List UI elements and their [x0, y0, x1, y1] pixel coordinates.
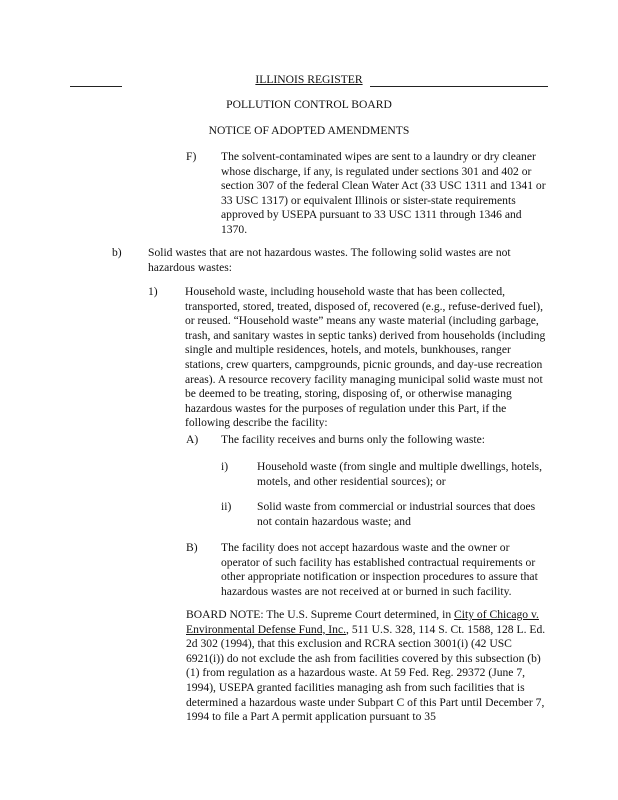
board-title: POLLUTION CONTROL BOARD — [226, 98, 392, 111]
board-note-tail: , 511 U.S. 328, 114 S. Ct. 1588, 128 L. Ed. 2d 302 (1994), that this exclusion and RCRA section 3001(i) (42 USC 6921(i)) do not exclude the ash from facilities covered by this subsection (b)(1) from regulation as a hazardous waste. At 59 Fed. Reg. 29372 (June 7, 1994), USEPA granted facilities managing ash from such facilities that is determined a hazardous waste under Subpart C of this Part until December 7, 1994 to file a Part A permit application pursuant to 35 — [186, 622, 546, 724]
paragraph-A-label: A) — [186, 433, 199, 446]
paragraph-B-text: The facility does not accept hazardous waste and the owner or operator of such facility has established contractual requirements or other appropriate notification or inspection procedures to assure that hazardous wastes are not received at or burned in such facility. — [221, 541, 538, 598]
register-title: ILLINOIS REGISTER — [255, 73, 363, 86]
paragraph-b-text: Solid wastes that are not hazardous wastes. The following solid wastes are not hazardous wastes: — [148, 246, 511, 274]
board-note-text — [186, 608, 550, 725]
paragraph-ii-label: ii) — [221, 500, 232, 513]
paragraph-A-text: The facility receives and burns only the following waste: — [221, 433, 486, 446]
paragraph-B-label: B) — [186, 541, 198, 554]
notice-title: NOTICE OF ADOPTED AMENDMENTS — [208, 124, 410, 137]
paragraph-F-text: The solvent-contaminated wipes are sent to a laundry or dry cleaner whose discharge, if any, is regulated under sections 301 and 402 or section 307 of the federal Clean Water Act (33 USC 1311 and 1341 or 33 USC 1317) or equivalent Illinois or sister-state requirements approved by USEPA pursuant to 33 USC 1311 through 1346 and 1370. — [221, 150, 546, 236]
board-note-case-name: City of Chicago v. Environmental Defense Fund, Inc. — [186, 608, 539, 636]
paragraph-b-label: b) — [112, 246, 122, 259]
paragraph-1-text: Household waste, including household waste that has been collected, transported, stored, treated, disposed of, recovered (e.g., refuse-derived fuel), or reused. “Household waste” means any waste material (including garbage, trash, and sanitary wastes in septic tanks) derived from households (including single and multiple residences, hotels, and motels, bunkhouses, ranger stations, crew quarters, campgrounds, picnic grounds, and day-use recreation areas). A resource recovery facility managing municipal solid waste must not be deemed to be treating, storing, disposing of, or otherwise managing hazardous wastes for the purposes of regulation under this Part, if the following describe the facility: — [185, 285, 546, 430]
board-note-lead: BOARD NOTE: The U.S. Supreme Court determined, in — [186, 608, 455, 621]
paragraph-ii-text: Solid waste from commercial or industrial sources that does not contain hazardous waste; and — [257, 500, 536, 528]
paragraph-i-label: i) — [221, 460, 229, 473]
paragraph-1-label: 1) — [148, 285, 158, 298]
paragraph-F-label: F) — [186, 150, 197, 163]
paragraph-i-text: Household waste (from single and multiple dwellings, hotels, motels, and other residential sources); or — [257, 460, 542, 488]
